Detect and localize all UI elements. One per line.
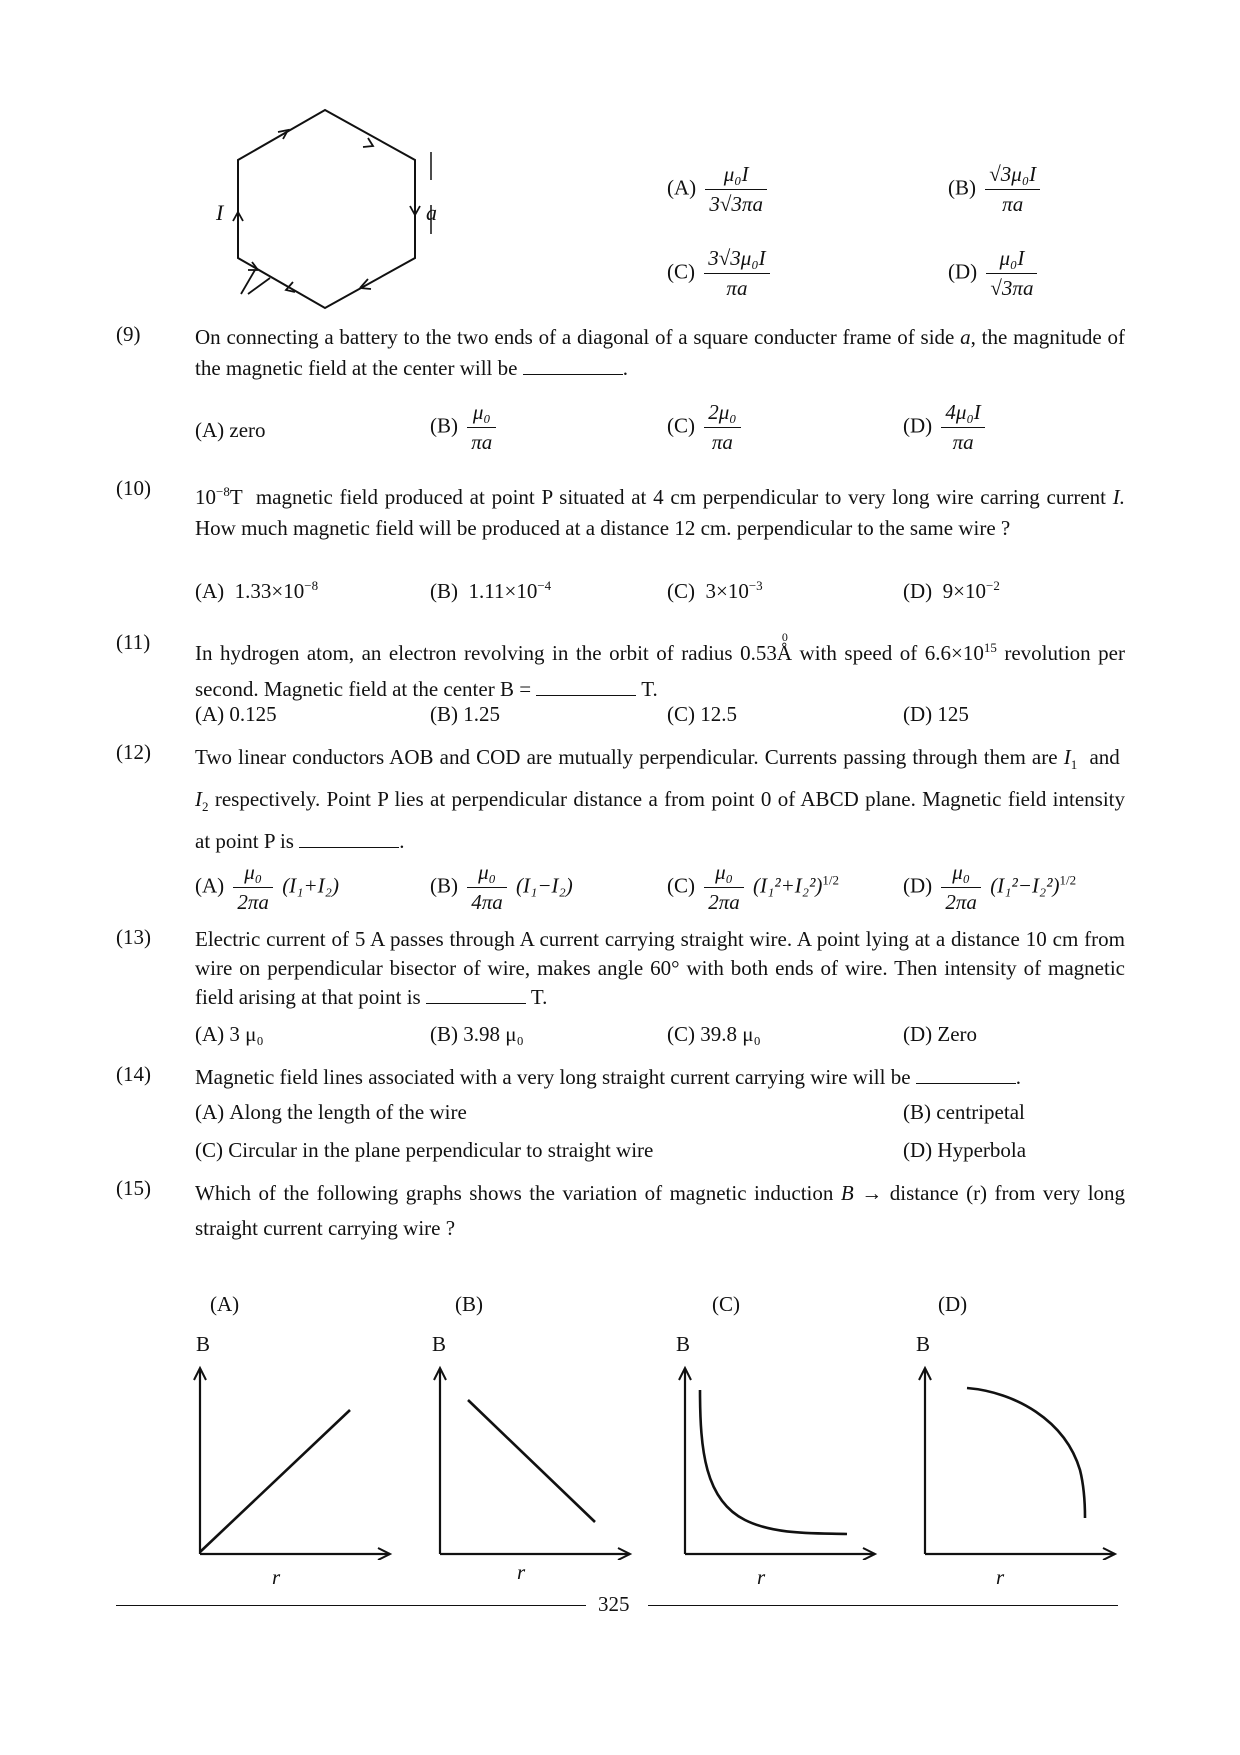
q15-graph-d[interactable] [915, 1360, 1125, 1560]
q15-graph-c-y-label: B [676, 1332, 691, 1356]
q15-graph-a-y-label: B [196, 1332, 211, 1356]
q9-number: (9) [116, 322, 141, 346]
q11-option-b[interactable]: (B) 1.25 [430, 702, 500, 726]
q10-option-c[interactable]: (C) $3\times 10^{-3}$ [667, 578, 763, 603]
q12-blank[interactable] [299, 831, 399, 848]
page-number: 325 [598, 1592, 630, 1616]
q10-number: (10) [116, 476, 151, 500]
q13-number: (13) [116, 925, 151, 949]
q15-graph-b-y-label: B [432, 1332, 447, 1356]
q9-option-a[interactable]: (A) zero [195, 418, 266, 442]
q9-blank[interactable] [523, 358, 623, 375]
q10-option-b[interactable]: (B) $1.11\times 10^{-4}$ [430, 578, 552, 603]
q10-option-a[interactable]: (A) $1.33\times 10^{-8}$ [195, 578, 319, 603]
q13-option-d[interactable]: (D) Zero [903, 1022, 978, 1046]
q14-option-a[interactable]: (A) Along the length of the wire [195, 1100, 467, 1124]
q11-option-d[interactable]: (D) 125 [903, 702, 969, 726]
q9-option-b[interactable]: (B) $\frac{\text{μ₀}}{\pi a}$ [430, 400, 500, 455]
q14-blank[interactable] [916, 1067, 1016, 1084]
q15-graph-d-x-label: r [996, 1565, 1005, 1589]
footer-rule-right [648, 1605, 1118, 1606]
q15-graph-a[interactable] [190, 1360, 400, 1560]
q15-graph-b-label[interactable]: (B) [455, 1292, 483, 1316]
q15-graph-a-label[interactable]: (A) [210, 1292, 240, 1316]
q15-graph-a-x-label: r [272, 1565, 281, 1589]
q14-number: (14) [116, 1062, 151, 1086]
q11-number: (11) [116, 630, 151, 654]
q11-text: In hydrogen atom, an electron revolving in the orbit of radius 0.53Å 0 with speed of $6.6\times 10^{15}$ revolution per second. Magnetic field at the center B = T. [195, 630, 1125, 701]
q12-option-c[interactable]: (C) $\frac{\text{μ₀}}{2\pi a}$ $(I_1^2+I_2^2)^{1/2}$ [667, 860, 839, 914]
q8-option-a[interactable]: (A) $\frac{\text{μ₀I}}{3√3\pi a}$ [667, 162, 771, 217]
q10-option-d[interactable]: (D) $9\times 10^{-2}$ [903, 578, 1000, 603]
q13-option-c[interactable]: (C) 39.8 μ₀ [667, 1022, 761, 1046]
q9-text: On connecting a battery to the two ends of a diagonal of a square conducter frame of side a, the magnitude of the magnetic field at the center will be . [195, 325, 1126, 380]
q8-option-b[interactable]: (B) $\frac{\text{√3μ₀I}}{\pi a}$ [948, 162, 1044, 217]
q11-option-a[interactable]: (A) 0.125 [195, 702, 277, 726]
q12-option-a[interactable]: (A) $\frac{\text{μ₀}}{2\pi a}$ (I₁+I₂) [195, 860, 339, 914]
q8-option-d[interactable]: (D) $\frac{\text{μ₀I}}{√3\pi a}$ [948, 246, 1041, 301]
q14-option-c[interactable]: (C) Circular in the plane perpendicular to straight wire [195, 1138, 654, 1162]
q10-text: $10^{-8}T$ magnetic field produced at point P situated at 4 cm perpendicular to very long wire carring current I. How much magnetic field will be produced at a distance 12 cm. perpendicular to the same wire ? [195, 484, 1126, 540]
q14-option-b[interactable]: (B) centripetal [903, 1100, 1025, 1124]
hexagon-loop-figure [200, 100, 450, 320]
q12-text: Two linear conductors AOB and COD are mutually perpendicular. Currents passing through them are $I_1$ and $I_2$ respectively. Point P lies at perpendicular distance a from point 0 of ABCD plane. Magnetic field intensity at point P is . [195, 745, 1126, 854]
q13-option-a[interactable]: (A) 3 μ₀ [195, 1022, 264, 1046]
q15-graph-b[interactable] [430, 1360, 640, 1560]
q11-blank[interactable] [536, 679, 636, 696]
q8-option-c[interactable]: (C) $\frac{\text{3√3μ₀I}}{\pi a}$ [667, 246, 774, 301]
q14-option-d[interactable]: (D) Hyperbola [903, 1138, 1027, 1162]
q14-text: Magnetic field lines associated with a very long straight current carrying wire will be . [195, 1065, 1022, 1089]
q13-text: Electric current of 5 A passes through A current carrying straight wire. A point lying at a distance 10 cm from wire on perpendicular bisector of wire, makes angle 60° with both ends of wire. Then intensity of magnetic field arising at that point is T. [195, 927, 1125, 1009]
q12-option-b[interactable]: (B) $\frac{\text{μ₀}}{4\pi a}$ (I₁−I₂) [430, 860, 573, 914]
q15-graph-c-x-label: r [757, 1565, 766, 1589]
q15-graph-c-label[interactable]: (C) [712, 1292, 740, 1316]
q12-option-d[interactable]: (D) $\frac{\text{μ₀}}{2\pi a}$ $(I_1^2-I_2^2)^{1/2}$ [903, 860, 1077, 914]
q15-graph-d-y-label: B [916, 1332, 931, 1356]
hexagon-current-label: I [216, 200, 224, 225]
q12-number: (12) [116, 740, 151, 764]
q9-option-c[interactable]: (C) $\frac{\text{2μ₀}}{\pi a}$ [667, 400, 745, 455]
footer-rule-left [116, 1605, 586, 1606]
q15-graph-b-x-label: r [517, 1560, 526, 1584]
q15-number: (15) [116, 1176, 151, 1200]
hexagon-side-label: a [426, 200, 437, 225]
q15-graph-c[interactable] [675, 1360, 885, 1560]
q13-option-b[interactable]: (B) 3.98 μ₀ [430, 1022, 524, 1046]
q15-graph-d-label[interactable]: (D) [938, 1292, 968, 1316]
q15-text: Which of the following graphs shows the variation of magnetic induction B → distance (r) from very long straight current carrying wire ? [195, 1181, 1126, 1240]
q11-option-c[interactable]: (C) 12.5 [667, 702, 737, 726]
q9-option-d[interactable]: (D) $\frac{\text{4μ₀I}}{\pi a}$ [903, 400, 989, 455]
q13-blank[interactable] [426, 987, 526, 1004]
